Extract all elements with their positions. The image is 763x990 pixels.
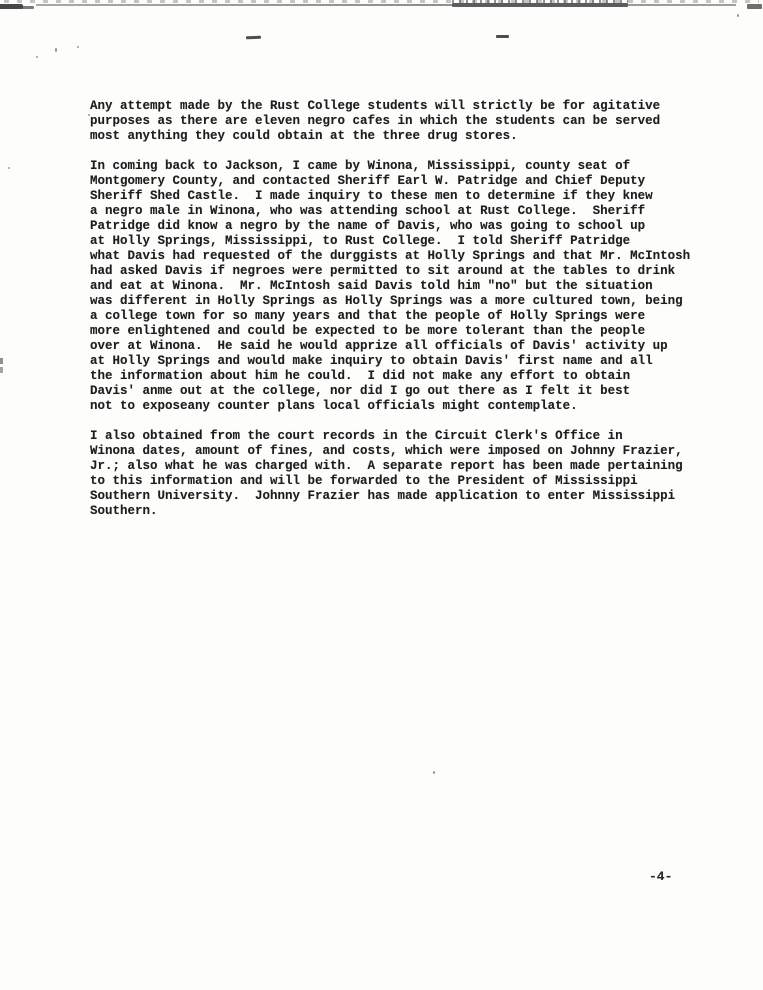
scan-blob-top-left bbox=[0, 4, 23, 9]
text-line: Winona dates, amount of fines, and costs, which were imposed on Johnny Frazier, bbox=[90, 444, 683, 458]
text-line: Southern University. Johnny Frazier has made application to enter Mississippi bbox=[90, 489, 676, 503]
text-line: at Holly Springs, Mississippi, to Rust College. I told Sheriff Patridge bbox=[90, 234, 631, 248]
scan-speck bbox=[737, 14, 739, 17]
text-line: Montgomery County, and contacted Sheriff Earl W. Patridge and Chief Deputy bbox=[90, 174, 646, 188]
paragraph bbox=[90, 99, 730, 144]
text-line: a college town for so many years and that the people of Holly Springs were bbox=[90, 309, 646, 323]
paragraph bbox=[90, 429, 730, 519]
page-number: -4- bbox=[649, 869, 673, 884]
text-line: Any attempt made by the Rust College students will strictly be for agitative bbox=[90, 99, 661, 113]
text-line: I also obtained from the court records in the Circuit Clerk's Office in bbox=[90, 429, 623, 443]
typed-dash-mark bbox=[246, 36, 261, 40]
text-line: Davis' anme out at the college, nor did I go out there as I felt it best bbox=[90, 384, 631, 398]
text-line: not to exposeany counter plans local officials might contemplate. bbox=[90, 399, 578, 413]
text-line: the information about him he could. I did not make any effort to obtain bbox=[90, 369, 631, 383]
text-line: at Holly Springs and would make inquiry to obtain Davis' first name and all bbox=[90, 354, 653, 368]
scan-mark-top-right bbox=[747, 4, 762, 9]
scan-dark-line-segment bbox=[452, 3, 628, 7]
scan-dotted-edge bbox=[4, 0, 759, 3]
text-line: Sheriff Shed Castle. I made inquiry to these men to determine if they knew bbox=[90, 189, 653, 203]
scan-speck bbox=[55, 48, 57, 52]
scan-speck bbox=[8, 167, 10, 169]
text-line: what Davis had requested of the durggists at Holly Springs and that Mr. McIntosh bbox=[90, 249, 691, 263]
text-line: to this information and will be forwarded to the President of Mississippi bbox=[90, 474, 638, 488]
scan-speck bbox=[77, 46, 79, 48]
text-line: over at Winona. He said he would apprize all officials of Davis' activity up bbox=[90, 339, 668, 353]
text-line: had asked Davis if negroes were permitted to sit around at the tables to drink bbox=[90, 264, 676, 278]
scan-speck bbox=[433, 771, 435, 774]
text-line: more enlightened and could be expected to be more tolerant than the people bbox=[90, 324, 646, 338]
document-text bbox=[90, 99, 730, 534]
text-line: Patridge did know a negro by the name of Davis, who was going to school up bbox=[90, 219, 646, 233]
text-line: and eat at Winona. Mr. McIntosh said Davis told him "no" but the situation bbox=[90, 279, 653, 293]
text-line: In coming back to Jackson, I came by Winona, Mississippi, county seat of bbox=[90, 159, 631, 173]
text-line: Southern. bbox=[90, 504, 158, 518]
text-line: purposes as there are eleven negro cafes in which the students can be served bbox=[90, 114, 661, 128]
scan-speck bbox=[36, 56, 38, 58]
scan-horizontal-line bbox=[36, 4, 736, 6]
scan-tick-noise bbox=[452, 0, 628, 3]
scan-edge-mark bbox=[0, 358, 3, 364]
text-line: a negro male in Winona, who was attending school at Rust College. Sheriff bbox=[90, 204, 646, 218]
typed-dash-mark bbox=[496, 35, 509, 38]
paragraph bbox=[90, 159, 730, 414]
text-line: Jr.; also what he was charged with. A separate report has been made pertaining bbox=[90, 459, 683, 473]
text-line: most anything they could obtain at the three drug stores. bbox=[90, 129, 518, 143]
text-line: was different in Holly Springs as Holly Springs was a more cultured town, being bbox=[90, 294, 683, 308]
